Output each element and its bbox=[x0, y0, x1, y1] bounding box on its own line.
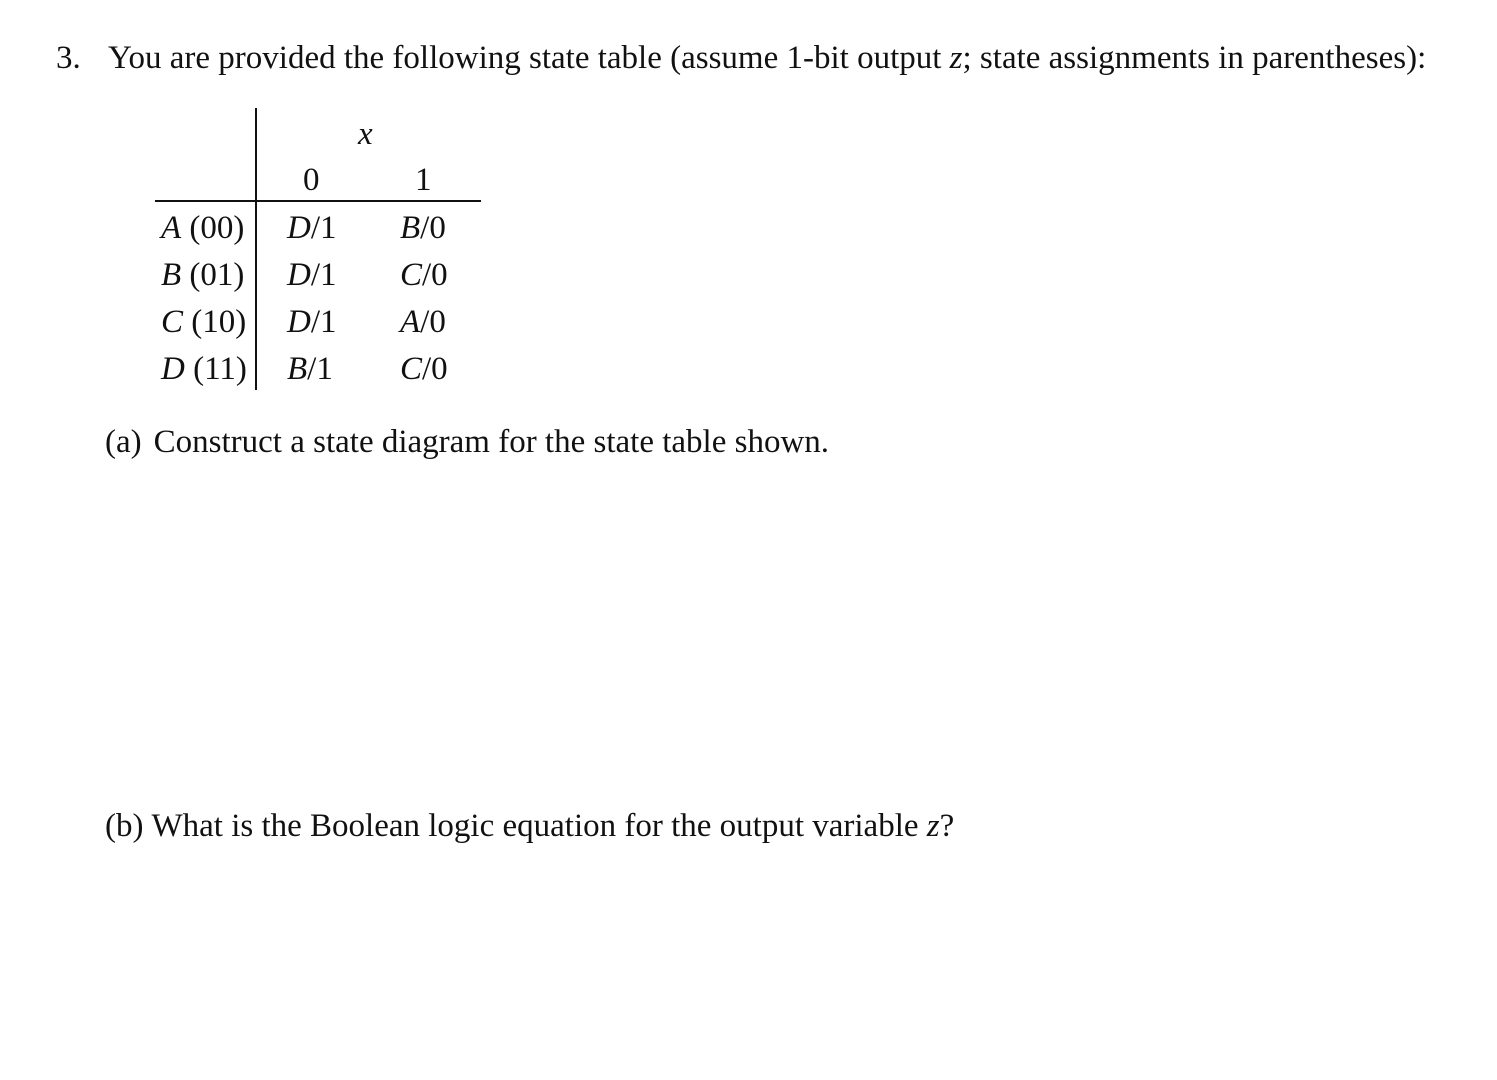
table-row bbox=[155, 302, 481, 342]
part-a-tag: (a) bbox=[105, 424, 142, 460]
output-variable-z: z bbox=[949, 40, 963, 76]
output-variable-z: z bbox=[926, 808, 940, 844]
next-state-x0: D/1 bbox=[287, 304, 337, 340]
next-state-x1: C/0 bbox=[400, 351, 448, 387]
part-b-question bbox=[105, 804, 954, 848]
next-state-x1: B/0 bbox=[400, 210, 446, 246]
next-state-x1: A/0 bbox=[400, 304, 446, 340]
next-state-x0: D/1 bbox=[287, 257, 337, 293]
next-state-x1: C/0 bbox=[400, 257, 448, 293]
state-label: C (10) bbox=[161, 304, 247, 340]
problem-number: 3. bbox=[56, 40, 81, 76]
problem-intro-text: You are provided the following state table (assume 1-bit output bbox=[108, 40, 950, 76]
state-label: A (00) bbox=[161, 210, 245, 246]
table-row bbox=[155, 208, 481, 248]
next-state-x0: B/1 bbox=[287, 351, 333, 387]
state-table bbox=[155, 108, 481, 390]
table-vertical-rule bbox=[255, 108, 257, 390]
part-b-tag: (b) bbox=[105, 808, 144, 844]
part-b-text: What is the Boolean logic equation for the output variable bbox=[151, 808, 927, 844]
part-b-text-end: ? bbox=[939, 808, 955, 844]
part-a-question bbox=[105, 420, 829, 464]
state-label: B (01) bbox=[161, 257, 245, 293]
column-header-1: 1 bbox=[415, 162, 432, 198]
column-header-0: 0 bbox=[303, 162, 320, 198]
table-horizontal-rule bbox=[155, 200, 481, 202]
table-row bbox=[155, 255, 481, 295]
next-state-x0: D/1 bbox=[287, 210, 337, 246]
problem-statement bbox=[56, 36, 1426, 80]
part-a-text: Construct a state diagram for the state table shown. bbox=[153, 424, 830, 460]
table-row bbox=[155, 349, 481, 389]
input-variable-label: x bbox=[358, 116, 373, 152]
problem-intro-text-end: ; state assignments in parentheses): bbox=[962, 40, 1427, 76]
state-label: D (11) bbox=[161, 351, 247, 387]
